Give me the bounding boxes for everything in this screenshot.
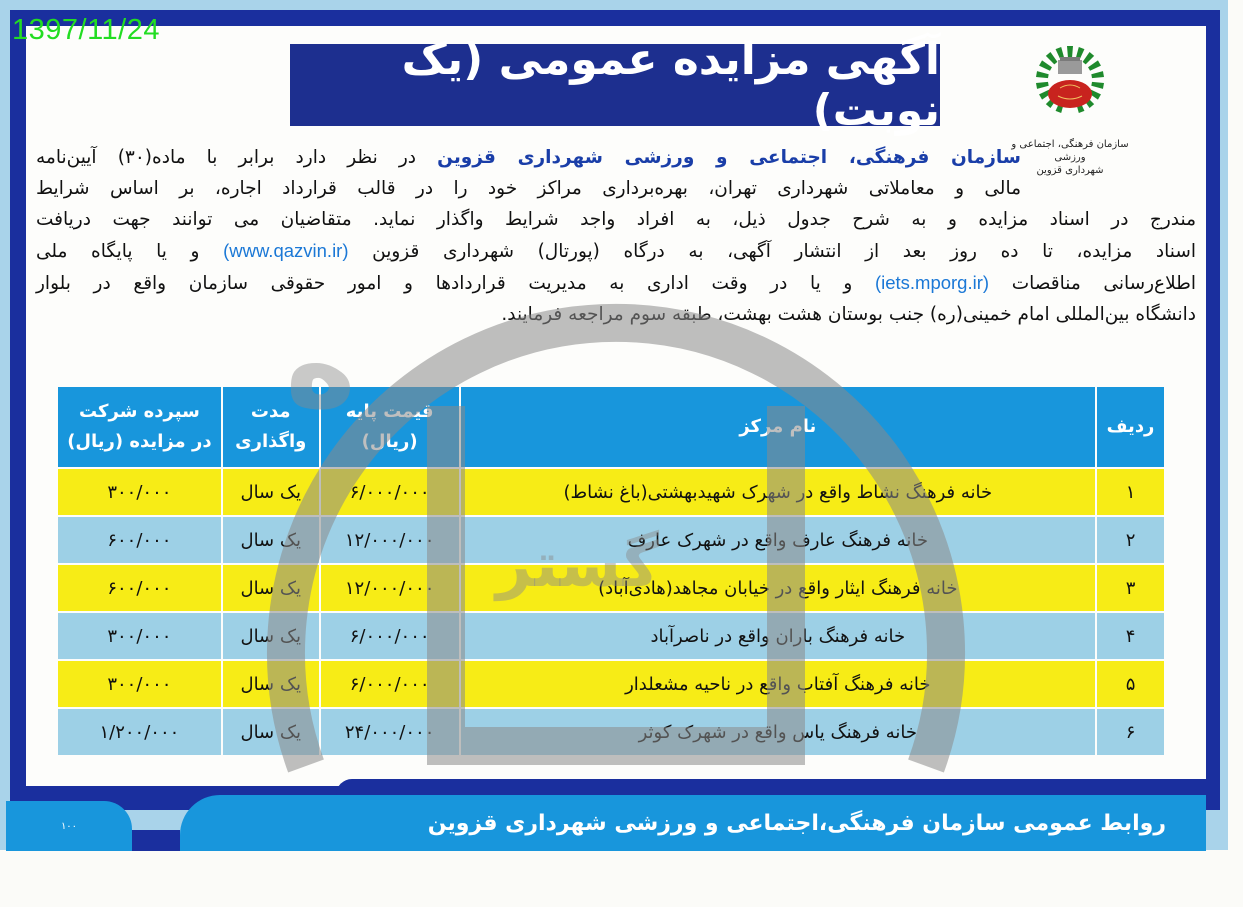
row-index: ۲ [1096, 516, 1165, 564]
row-deposit: ۳۰۰/۰۰۰ [57, 660, 222, 708]
iets-portal-link[interactable]: (iets.mporg.ir) [874, 272, 990, 293]
row-center-name: خانه فرهنگ یاس واقع در شهرک کوثر [460, 708, 1097, 756]
body-line-1: سازمان فرهنگی، اجتماعی و ورزشی شهرداری قزوین در نظر دارد برابر با ماده(۳۰) آیین‌نامه [36, 147, 1022, 168]
body-line-3: مندرج در اسناد مزایده و به شرح جدول ذیل، به افراد واجد شرایط واگذار نماید. متقاضیان می توانند جهت دریافت [36, 209, 1196, 230]
row-center-name: خانه فرهنگ ایثار واقع در خیابان مجاهد(هادی‌آباد) [460, 564, 1097, 612]
row-center-name: خانه فرهنگ باران واقع در ناصرآباد [460, 612, 1097, 660]
footer-band [180, 795, 1206, 851]
row-duration: یک سال [222, 708, 320, 756]
row-base-price: ۶/۰۰۰/۰۰۰ [320, 468, 460, 516]
footer-accent-bar [336, 779, 1206, 795]
header-index: ردیف [1096, 386, 1165, 468]
page-title: آگهی مزایده عمومی (یک نوبت) [401, 34, 940, 136]
logo-caption-line1: سازمان فرهنگی، اجتماعی و ورزشی [1011, 139, 1129, 163]
body-line-4: اسناد مزایده، تا ده روز بعد از انتشار آگهی، به درگاه (پورتال) شهرداری قزوین (www.qazvin.ir) و یا پایگاه ملی [36, 240, 1196, 262]
body-line-5: اطلاع‌رسانی مناقصات (iets.mporg.ir) و یا در وقت اداری به مدیریت قراردادها و امور حقوقی سازمان واقع در بلوار [36, 272, 1196, 294]
svg-text:گستر: گستر [496, 528, 660, 601]
table-row [57, 564, 1165, 612]
row-index: ۳ [1096, 564, 1165, 612]
row-deposit: ۶۰۰/۰۰۰ [57, 516, 222, 564]
page-number-tab [6, 801, 132, 851]
row-duration: یک سال [222, 660, 320, 708]
row-center-name: خانه فرهنگ عارف واقع در شهرک عارف [460, 516, 1097, 564]
body-line-2: مالی و معاملاتی شهرداری تهران، بهره‌برداری مراکز خود را در قالب قرارداد اجاره، بر اساس شرایط [36, 178, 1021, 199]
svg-text:ه: ه [285, 296, 356, 435]
row-duration: یک سال [222, 564, 320, 612]
logo-caption-line2: شهرداری قزوین [1036, 165, 1104, 176]
header-base-price: قیمت پایه (ریال) [320, 386, 460, 468]
row-duration: یک سال [222, 612, 320, 660]
organization-name: سازمان فرهنگی، اجتماعی و ورزشی شهرداری قزوین [437, 147, 1022, 168]
row-center-name: خانه فرهنگ نشاط واقع در شهرک شهیدبهشتی(باغ نشاط) [460, 468, 1097, 516]
table-row [57, 468, 1165, 516]
row-index: ۵ [1096, 660, 1165, 708]
header-deposit: سپرده شرکت در مزایده (ریال) [57, 386, 222, 468]
table-row [57, 612, 1165, 660]
table-header-row [57, 386, 1165, 468]
page-number: ۱۰۰ [60, 820, 78, 832]
announcement-body [36, 142, 1196, 330]
row-deposit: ۶۰۰/۰۰۰ [57, 564, 222, 612]
footer-credit: روابط عمومی سازمان فرهنگی،اجتماعی و ورزشی شهرداری قزوین [427, 810, 1166, 836]
advertisement-page [26, 26, 1206, 786]
row-index: ۱ [1096, 468, 1165, 516]
row-duration: یک سال [222, 516, 320, 564]
header-duration: مدت واگذاری [222, 386, 320, 468]
row-deposit: ۳۰۰/۰۰۰ [57, 468, 222, 516]
qazvin-portal-link[interactable]: (www.qazvin.ir) [223, 240, 349, 261]
row-index: ۴ [1096, 612, 1165, 660]
row-deposit: ۳۰۰/۰۰۰ [57, 612, 222, 660]
row-deposit: ۱/۲۰۰/۰۰۰ [57, 708, 222, 756]
row-duration: یک سال [222, 468, 320, 516]
row-base-price: ۶/۰۰۰/۰۰۰ [320, 660, 460, 708]
body-line-6: دانشگاه بین‌المللی امام خمینی(ره) جنب بوستان هشت بهشت، طبقه سوم مراجعه فرمایند. [501, 304, 1196, 325]
row-center-name: خانه فرهنگ آفتاب واقع در ناحیه مشعلدار [460, 660, 1097, 708]
municipality-emblem-icon [1030, 44, 1110, 132]
title-banner [290, 34, 940, 136]
row-index: ۶ [1096, 708, 1165, 756]
row-base-price: ۱۲/۰۰۰/۰۰۰ [320, 564, 460, 612]
header-name: نام مرکز [460, 386, 1097, 468]
row-base-price: ۲۴/۰۰۰/۰۰۰ [320, 708, 460, 756]
table-row [57, 708, 1165, 756]
date-stamp: 1397/11/24 [12, 14, 160, 46]
table-row [57, 516, 1165, 564]
row-base-price: ۶/۰۰۰/۰۰۰ [320, 612, 460, 660]
auction-table [56, 385, 1166, 757]
table-row [57, 660, 1165, 708]
row-base-price: ۱۲/۰۰۰/۰۰۰ [320, 516, 460, 564]
